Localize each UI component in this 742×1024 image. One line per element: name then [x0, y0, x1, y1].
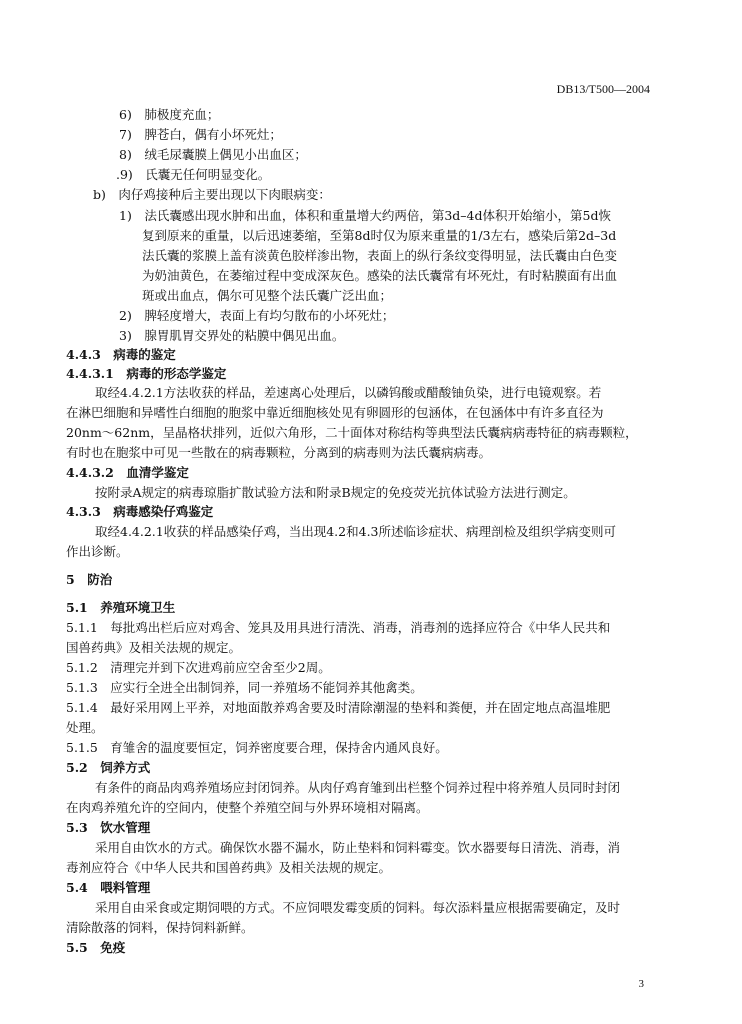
paragraph-line: 毒剂应符合《中华人民共和国兽药典》及相关法规的规定。: [66, 860, 392, 875]
paragraph-line: 1) 法氏囊感出现水肿和出血，体积和重量增大约两倍，第3d–4d体积开始缩小，第5d恢: [119, 208, 611, 223]
section-heading: 4.4.3.2 血清学鉴定: [66, 465, 189, 480]
section-heading: 5.4 喂料管理: [66, 880, 151, 895]
paragraph-line: 有时也在胞浆中可见一些散在的病毒颗粒，分离到的病毒则为法氏囊病病毒。: [66, 445, 492, 460]
paragraph-line: 在肉鸡养殖允许的空间内，使整个养殖空间与外界环境相对隔离。: [66, 800, 429, 815]
paragraph-line: 5.1.2 清理完并到下次进鸡前应空舍至少2周。: [66, 660, 331, 675]
paragraph-line: 采用自由采食或定期饲喂的方式。不应饲喂发霉变质的饲料。每次添料量应根据需要确定，及时: [95, 900, 621, 915]
paragraph-line: 有条件的商品肉鸡养殖场应封闭饲养。从肉仔鸡育雏到出栏整个饲养过程中将养殖人员同时封闭: [95, 780, 621, 795]
paragraph-line: 斑或出血点，偶尔可见整个法氏囊广泛出血；: [142, 288, 393, 303]
list-item: .9) 氏囊无任何明显变化。: [116, 167, 271, 182]
list-item: 3) 腺胃肌胃交界处的粘膜中偶见出血。: [119, 328, 345, 343]
list-item: 6) 肺极度充血；: [119, 107, 220, 122]
section-heading: 5.2 饲养方式: [66, 760, 151, 775]
paragraph-line: 取经4.4.2.1方法收获的样品，差速离心处理后，以磷钨酸或醋酸铀负染，进行电镜观察。若: [95, 385, 602, 400]
paragraph-line: 5.1.1 每批鸡出栏后应对鸡舍、笼具及用具进行清洗、消毒，消毒剂的选择应符合《中华人民共和: [66, 620, 611, 635]
paragraph-line: 按附录A规定的病毒琼脂扩散试验方法和附录B规定的免疫荧光抗体试验方法进行测定。: [95, 485, 576, 500]
paragraph-line: 取经4.4.2.1收获的样品感染仔鸡，当出现4.2和4.3所述临诊症状、病理剖检及组织学病变则可: [95, 524, 616, 539]
list-heading: b) 肉仔鸡接种后主要出现以下肉眼病变：: [93, 187, 331, 202]
paragraph-line: 法氏囊的浆膜上盖有淡黄色胶样渗出物，表面上的纵行条纹变得明显，法氏囊由白色变: [142, 248, 618, 263]
list-item: 7) 脾苍白，偶有小坏死灶；: [119, 127, 282, 142]
section-heading: 4.4.3 病毒的鉴定: [66, 347, 176, 362]
document-id: DB13/T500—2004: [556, 82, 650, 96]
paragraph-line: 5.1.4 最好采用网上平养，对地面散养鸡舍要及时清除潮湿的垫料和粪便，并在固定地点高温堆肥: [66, 700, 611, 715]
section-heading: 5.1 养殖环境卫生: [66, 600, 176, 615]
paragraph-line: 20nm～62nm，呈晶格状排列，近似六角形，二十面体对称结构等典型法氏囊病病毒特征的病毒颗粒，: [66, 425, 638, 440]
paragraph-line: 为奶油黄色，在萎缩过程中变成深灰色。感染的法氏囊常有坏死灶，有时粘膜面有出血: [142, 268, 618, 283]
paragraph-line: 在淋巴细胞和异嗜性白细胞的胞浆中靠近细胞核处见有卵圆形的包涵体，在包涵体中有许多直径为: [66, 405, 604, 420]
list-item: 8) 绒毛尿囊膜上偶见小出血区；: [119, 147, 307, 162]
paragraph-line: 作出诊断。: [66, 544, 129, 559]
paragraph-line: 5.1.5 育雏舍的温度要恒定，饲养密度要合理，保持舍内通风良好。: [66, 740, 448, 755]
chapter-heading: 5 防治: [66, 572, 113, 587]
paragraph-line: 清除散落的饲料，保持饲料新鲜。: [66, 920, 254, 935]
list-item: 2) 脾轻度增大，表面上有均匀散布的小坏死灶；: [119, 308, 395, 323]
section-heading: 4.3.3 病毒感染仔鸡鉴定: [66, 504, 214, 519]
paragraph-line: 处理。: [66, 720, 104, 735]
paragraph-line: 复到原来的重量，以后迅速萎缩，至第8d时仅为原来重量的1/3左右，感染后第2d–3d: [142, 228, 617, 243]
page-number: 3: [638, 978, 644, 990]
section-heading: 5.5 免疫: [66, 940, 126, 955]
paragraph-line: 采用自由饮水的方式。确保饮水器不漏水，防止垫料和饲料霉变。饮水器要每日清洗、消毒，消: [95, 840, 621, 855]
section-heading: 4.4.3.1 病毒的形态学鉴定: [66, 366, 227, 381]
section-heading: 5.3 饮水管理: [66, 820, 151, 835]
paragraph-line: 国兽药典》及相关法规的规定。: [66, 640, 242, 655]
paragraph-line: 5.1.3 应实行全进全出制饲养，同一养殖场不能饲养其他禽类。: [66, 680, 423, 695]
